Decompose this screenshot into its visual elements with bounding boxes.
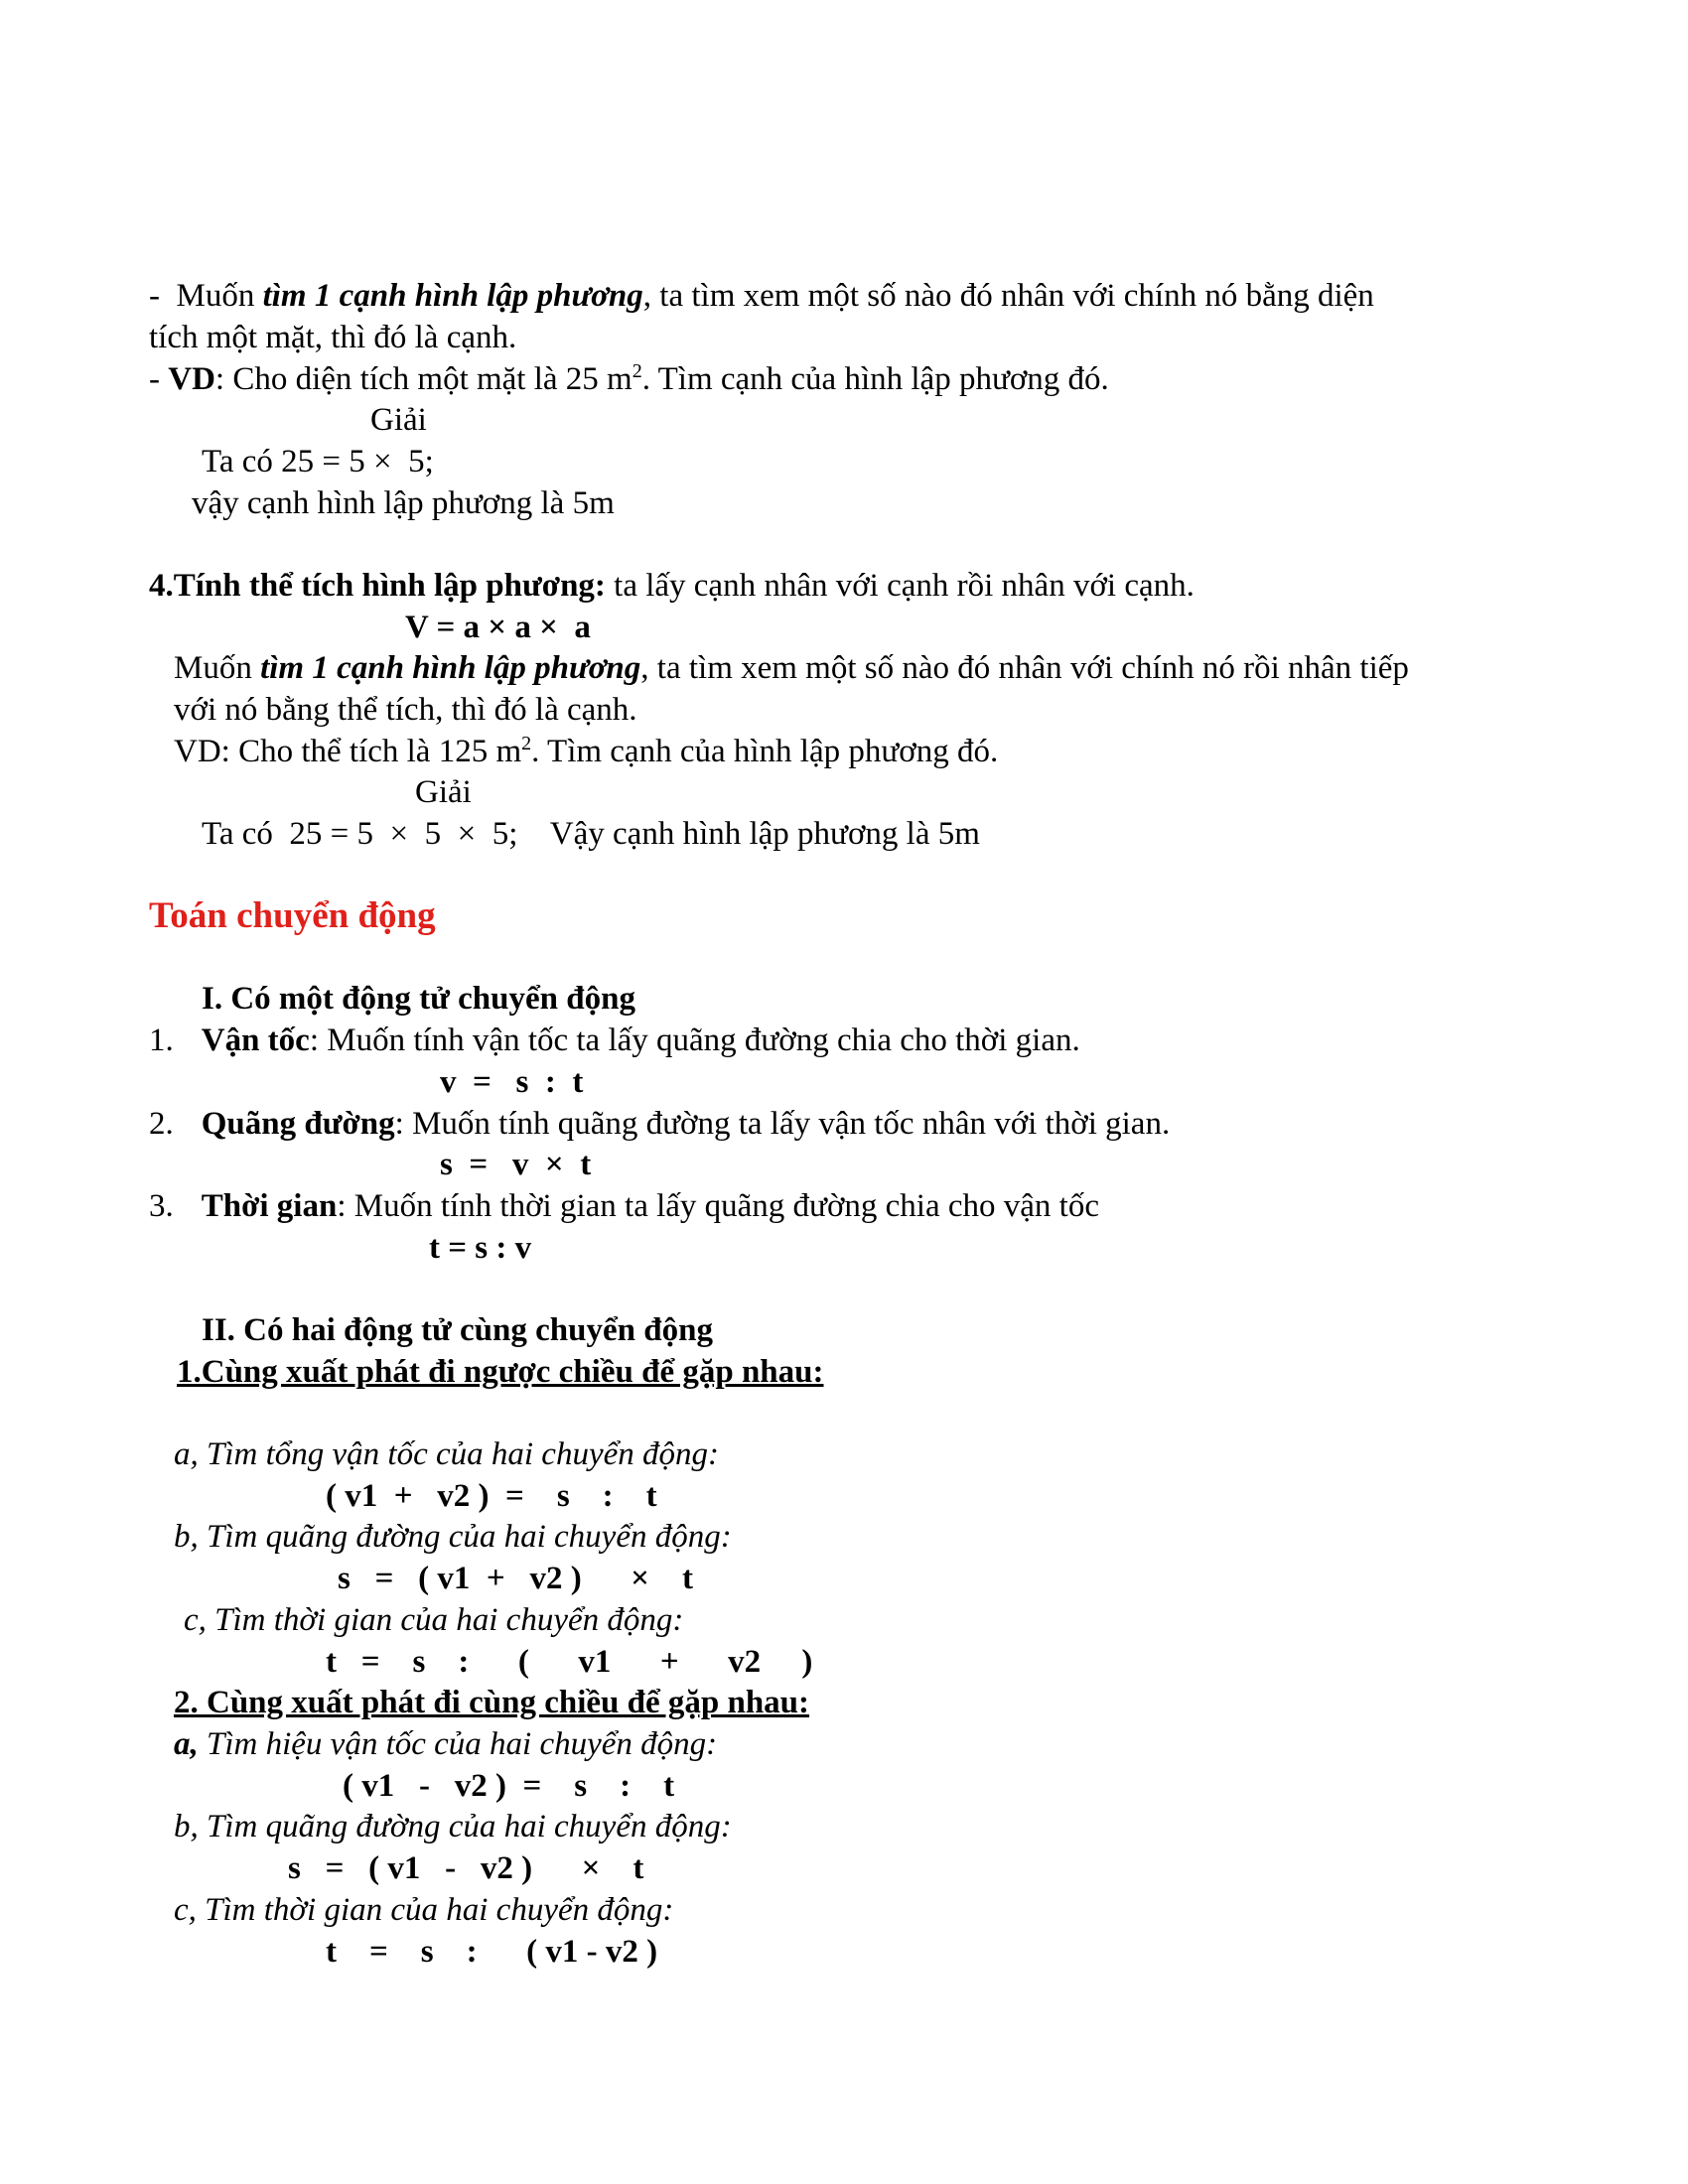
sub1-a-formula: ( v1 + v2 ) = s : t — [326, 1478, 657, 1514]
p2-line2: với nó bằng thể tích, thì đó là cạnh. — [174, 692, 637, 728]
item-3 — [149, 1186, 1099, 1226]
emphasis: tìm 1 cạnh hình lập phương — [262, 278, 643, 314]
item-text: : Muốn tính thời gian ta lấy quãng đường chia cho vận tốc — [337, 1188, 1099, 1224]
sub1-b: b, Tìm quãng đường của hai chuyển động: — [174, 1519, 732, 1555]
sub2-a-formula: ( v1 - v2 ) = s : t — [343, 1768, 675, 1804]
p1-line2: tích một mặt, thì đó là cạnh. — [149, 320, 517, 355]
sub1-c-formula: t = s : ( v1 + v2 ) — [326, 1644, 813, 1680]
item-label: Thời gian — [201, 1188, 338, 1224]
text: Tìm hiệu vận tốc của hai chuyển động: — [198, 1726, 718, 1762]
text: . Tìm cạnh của hình lập phương đó. — [531, 734, 999, 769]
p2-solution-label: Giải — [415, 774, 472, 810]
sub2-c: c, Tìm thời gian của hai chuyển động: — [174, 1892, 674, 1928]
dash: - — [149, 361, 169, 397]
text: Muốn — [174, 650, 261, 686]
subsection-2-heading: 2. Cùng xuất phát đi cùng chiều để gặp nhau: — [174, 1685, 810, 1720]
item-label: Vận tốc — [201, 1023, 310, 1058]
item-label: Quãng đường — [201, 1106, 395, 1142]
p1-solution-line1: Ta có 25 = 5 × 5; — [202, 444, 434, 479]
sub2-c-formula: t = s : ( v1 - v2 ) — [326, 1934, 658, 1970]
item-2-formula: s = v × t — [440, 1147, 592, 1182]
text: , ta tìm xem một số nào đó nhân với chính nó rồi nhân tiếp — [640, 650, 1409, 686]
item-number: 1. — [149, 1023, 174, 1058]
item-number: 2. — [149, 1106, 174, 1142]
example-label: VD — [168, 361, 215, 397]
part2-heading: II. Có hai động tử cùng chuyển động — [202, 1312, 713, 1348]
superscript: 2 — [521, 733, 532, 754]
sub2-b: b, Tìm quãng đường của hai chuyển động: — [174, 1809, 732, 1844]
p2-title — [149, 566, 1195, 606]
p1-line1 — [149, 276, 1374, 316]
section-heading: Toán chuyển động — [149, 895, 436, 936]
item-text: : Muốn tính vận tốc ta lấy quãng đường chia cho thời gian. — [309, 1023, 1080, 1058]
p2-solution-line: Ta có 25 = 5 × 5 × 5; Vậy cạnh hình lập phương là 5m — [202, 816, 980, 852]
sub1-c: c, Tìm thời gian của hai chuyển động: — [184, 1602, 684, 1638]
text: , ta tìm xem một số nào đó nhân với chính nó bằng diện — [642, 278, 1374, 314]
title-rest: ta lấy cạnh nhân với cạnh rồi nhân với cạnh. — [605, 568, 1195, 604]
emphasis: tìm 1 cạnh hình lập phương — [260, 650, 641, 686]
text: : Cho diện tích một mặt là 25 m — [214, 361, 633, 397]
item-2 — [149, 1104, 1170, 1144]
sub1-a: a, Tìm tổng vận tốc của hai chuyển động: — [174, 1436, 719, 1472]
text: VD: Cho thể tích là 125 m — [174, 734, 522, 769]
p1-example — [149, 359, 1109, 399]
subsection-1-heading: 1.Cùng xuất phát đi ngược chiều để gặp nhau: — [177, 1354, 824, 1390]
text: - Muốn — [149, 278, 263, 314]
p2-example — [174, 732, 998, 771]
item-3-formula: t = s : v — [429, 1230, 532, 1266]
bold-prefix: a, — [174, 1726, 199, 1762]
p2-formula: V = a × a × a — [405, 610, 591, 645]
sub1-b-formula: s = ( v1 + v2 ) × t — [338, 1561, 693, 1596]
sub2-a — [174, 1724, 717, 1764]
text: . Tìm cạnh của hình lập phương đó. — [641, 361, 1109, 397]
p1-solution-line2: vậy cạnh hình lập phương là 5m — [192, 485, 615, 521]
superscript: 2 — [632, 360, 642, 382]
p1-solution-label: Giải — [370, 402, 427, 438]
part1-heading: I. Có một động tử chuyển động — [202, 981, 635, 1017]
item-text: : Muốn tính quãng đường ta lấy vận tốc nhân với thời gian. — [394, 1106, 1171, 1142]
item-1-formula: v = s : t — [440, 1064, 584, 1100]
p2-line1 — [174, 648, 1409, 688]
item-number: 3. — [149, 1188, 174, 1224]
sub2-b-formula: s = ( v1 - v2 ) × t — [288, 1850, 644, 1886]
item-1 — [149, 1021, 1080, 1060]
title-bold: 4.Tính thể tích hình lập phương: — [149, 568, 606, 604]
